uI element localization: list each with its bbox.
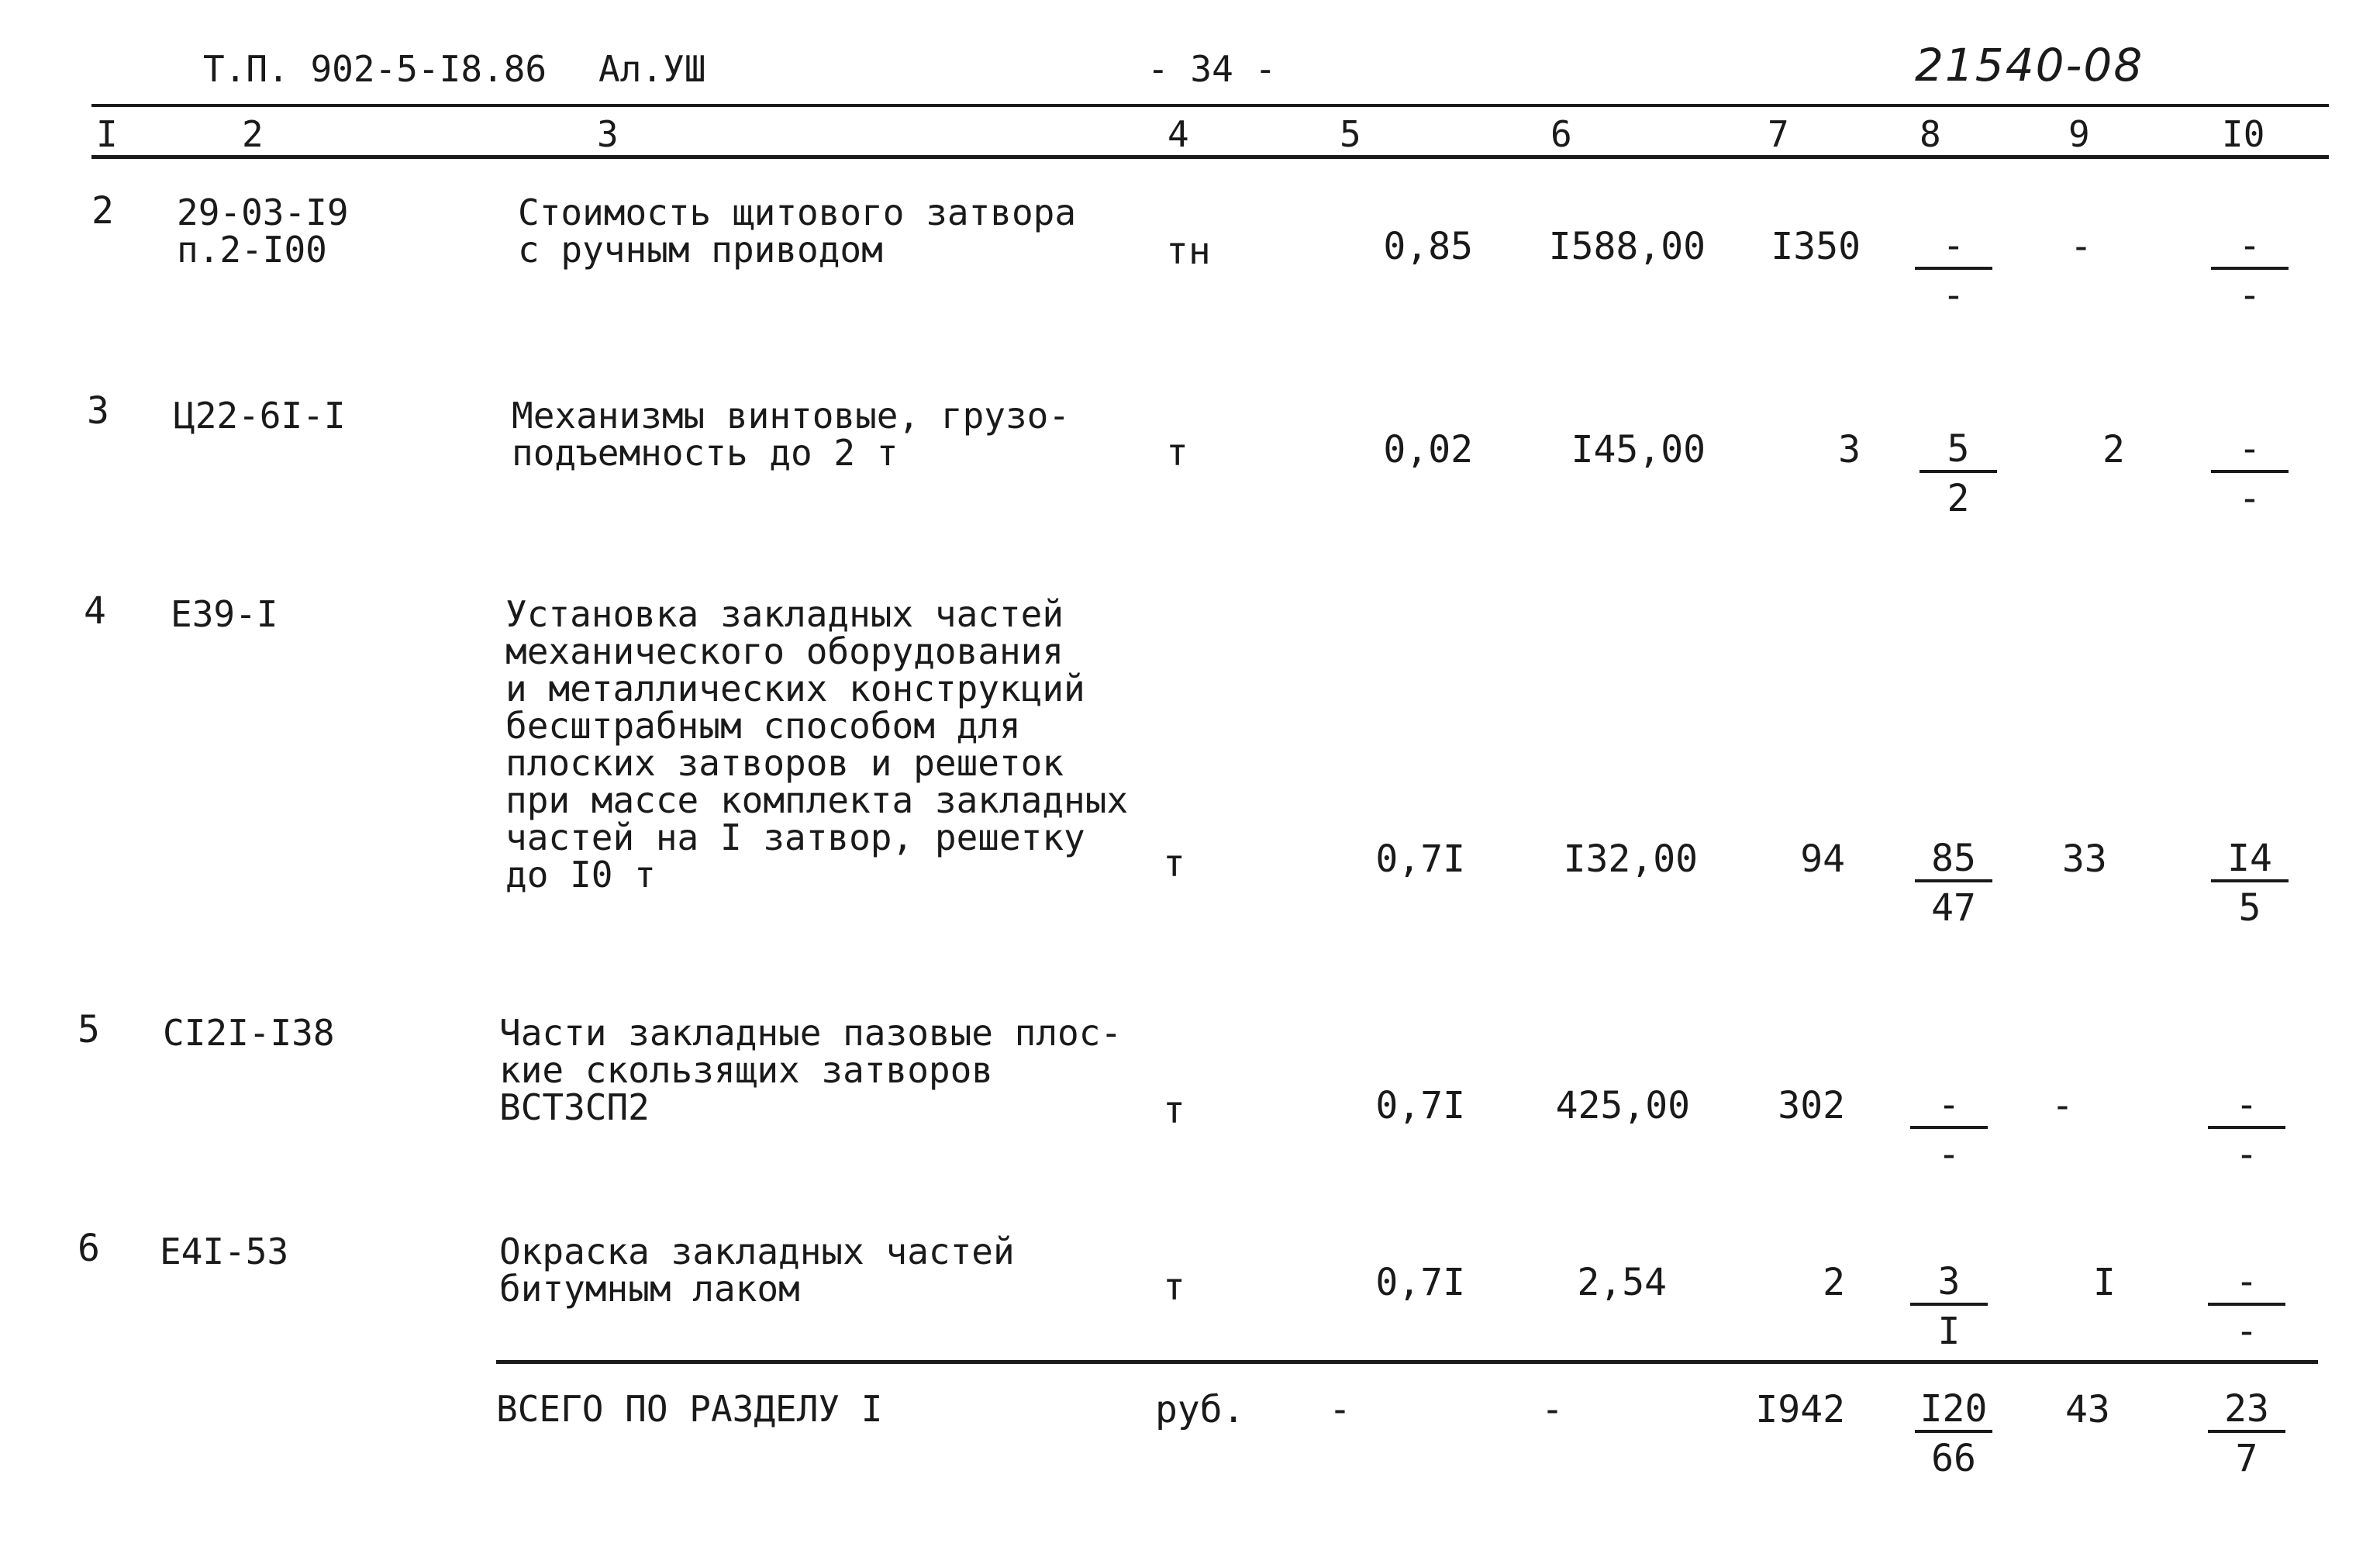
handwritten-inventory-number: 21540-08 — [1915, 39, 2144, 91]
column-number-9: 9 — [2068, 113, 2090, 155]
fraction-numerator: 23 — [2208, 1388, 2285, 1433]
fraction-numerator: - — [1910, 1084, 1988, 1129]
column-number-6: 6 — [1550, 113, 1572, 155]
fraction-denominator: - — [2238, 477, 2261, 520]
work-description: Установка закладных частей механического оборудования и металлических конструкций бесштрабным способом для плоских затворов и решеток при массе комплекта закладных частей на I затвор, решетку до I0 т — [505, 593, 1129, 896]
fraction-denominator: - — [2238, 274, 2261, 317]
column-number-10: I0 — [2222, 113, 2265, 155]
column-8-fraction — [1920, 428, 1997, 518]
fraction-denominator: - — [2235, 1310, 2258, 1353]
totals-total-cost: I942 — [1755, 1388, 1845, 1431]
row-number: 4 — [84, 589, 106, 633]
column-8-fraction — [1910, 1084, 1988, 1174]
quantity: 0,7I — [1375, 837, 1465, 881]
header-bottom-rule — [91, 155, 2329, 159]
fraction-denominator: - — [2235, 1133, 2258, 1176]
totals-rule — [496, 1360, 2318, 1364]
row-number: 2 — [91, 189, 114, 233]
fraction-numerator: I4 — [2211, 837, 2289, 882]
norm-code: Ц22-6I-I — [174, 395, 346, 437]
column-9-value: I — [2093, 1261, 2116, 1304]
totals-column-10-fraction — [2208, 1388, 2285, 1478]
fraction-denominator: 2 — [1947, 477, 1970, 520]
column-number-8: 8 — [1920, 113, 1941, 155]
total-cost: I350 — [1771, 225, 1861, 268]
norm-code: 29-03-I9 п.2-I00 — [177, 192, 349, 271]
column-number-5: 5 — [1340, 113, 1361, 155]
totals-column-9-value: 43 — [2065, 1388, 2110, 1431]
column-number-7: 7 — [1768, 113, 1789, 155]
column-10-fraction — [2208, 1084, 2285, 1174]
fraction-denominator: 5 — [2238, 886, 2261, 930]
norm-code: E39-I — [171, 593, 278, 635]
column-number-4: 4 — [1168, 113, 1189, 155]
unit-cost: 2,54 — [1577, 1261, 1667, 1304]
fraction-numerator: - — [2211, 225, 2289, 270]
fraction-denominator: I — [1937, 1310, 1961, 1353]
total-cost: 2 — [1823, 1261, 1845, 1304]
quantity: 0,7I — [1375, 1261, 1465, 1304]
row-number: 6 — [78, 1227, 100, 1270]
fraction-denominator: 47 — [1931, 886, 1976, 930]
totals-unit: руб. — [1155, 1388, 1245, 1431]
unit: т — [1163, 1089, 1185, 1132]
total-cost: 3 — [1838, 428, 1861, 471]
document-reference: Т.П. 902-5-I8.86 — [203, 48, 547, 90]
fraction-numerator: - — [2208, 1084, 2285, 1129]
work-description: Механизмы винтовые, грузо- подъемность до 2 т — [512, 395, 1071, 474]
fraction-numerator: 5 — [1920, 428, 1997, 473]
album-number: Ал.УШ — [598, 48, 706, 90]
fraction-numerator: 85 — [1915, 837, 1992, 882]
unit-cost: I45,00 — [1571, 428, 1706, 471]
unit: т — [1166, 431, 1188, 475]
column-9-value: - — [2070, 225, 2092, 268]
column-8-fraction — [1915, 837, 1992, 930]
column-number-3: 3 — [597, 113, 619, 155]
totals-unit-cost: - — [1541, 1388, 1564, 1431]
fraction-denominator: 7 — [2235, 1437, 2258, 1480]
totals-column-8-fraction — [1915, 1388, 1992, 1478]
unit-cost: I32,00 — [1563, 837, 1698, 881]
unit: тн — [1166, 230, 1211, 273]
column-10-fraction — [2211, 225, 2289, 315]
quantity: 0,02 — [1383, 428, 1473, 471]
header-top-rule — [91, 104, 2329, 107]
row-number: 5 — [78, 1008, 100, 1051]
fraction-denominator: - — [1942, 274, 1965, 317]
column-number-2: 2 — [242, 113, 264, 155]
column-10-fraction — [2211, 428, 2289, 518]
row-number: 3 — [87, 389, 109, 433]
total-cost: 302 — [1778, 1084, 1845, 1127]
column-10-fraction — [2211, 837, 2289, 930]
fraction-numerator: 3 — [1910, 1261, 1988, 1306]
norm-code: E4I-53 — [160, 1231, 289, 1272]
column-10-fraction — [2208, 1261, 2285, 1351]
work-description: Части закладные пазовые плос- кие скользящих затворов ВСТ3СП2 — [499, 1012, 1123, 1128]
unit: т — [1163, 1265, 1185, 1309]
column-number-1: I — [96, 113, 118, 155]
column-8-fraction — [1915, 225, 1992, 315]
page-number: - 34 - — [1147, 48, 1277, 90]
column-9-value: 33 — [2062, 837, 2107, 881]
column-9-value: - — [2051, 1084, 2074, 1127]
column-9-value: 2 — [2102, 428, 2125, 471]
fraction-numerator: I20 — [1915, 1388, 1992, 1433]
fraction-denominator: - — [1937, 1133, 1961, 1176]
total-cost: 94 — [1800, 837, 1845, 881]
work-description: Окраска закладных частей битумным лаком — [499, 1231, 1015, 1310]
quantity: 0,85 — [1383, 225, 1473, 268]
totals-quantity: - — [1329, 1388, 1351, 1431]
unit: т — [1163, 842, 1185, 886]
quantity: 0,7I — [1375, 1084, 1465, 1127]
totals-label: ВСЕГО ПО РАЗДЕЛУ I — [496, 1388, 883, 1430]
unit-cost: 425,00 — [1555, 1084, 1690, 1127]
unit-cost: I588,00 — [1548, 225, 1706, 268]
fraction-numerator: - — [2208, 1261, 2285, 1306]
fraction-denominator: 66 — [1931, 1437, 1976, 1480]
column-8-fraction — [1910, 1261, 1988, 1351]
fraction-numerator: - — [1915, 225, 1992, 270]
work-description: Стоимость щитового затвора с ручным приводом — [518, 192, 1077, 271]
norm-code: CI2I-I38 — [163, 1012, 335, 1054]
fraction-numerator: - — [2211, 428, 2289, 473]
